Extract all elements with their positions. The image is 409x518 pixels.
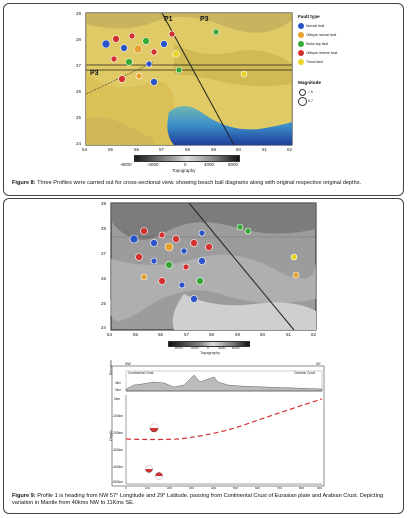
lat-tick: 28 (76, 37, 82, 42)
lon-tick: 56 (134, 147, 140, 152)
figure-8-caption (12, 180, 398, 187)
depth-tick: -100km (112, 414, 123, 418)
x-tick: 600 (255, 486, 261, 490)
lon-tick: 55 (108, 147, 114, 152)
x-tick: 300 (189, 486, 195, 490)
colorbar-label: Topography (172, 168, 196, 173)
legend-label-oblique-normal: Oblique normal fault (306, 33, 337, 37)
oceanic-crust-label: Oceanic Crust (294, 371, 315, 375)
fault-legend (296, 14, 344, 114)
lon-tick: 55 (133, 332, 139, 337)
legend-label-strike-slip: Strike slip fault (306, 42, 329, 46)
figure-9-panel (3, 198, 404, 514)
legend-swatch-strike-slip (298, 41, 304, 47)
x-tick: 700 (277, 486, 283, 490)
figure-8-caption-label: Figure 8: (12, 180, 36, 186)
lon-tick: 58 (185, 147, 191, 152)
colorbar-tick: -4000 (190, 346, 199, 350)
legend-swatch-oblique-reverse (298, 50, 304, 56)
magnitude-legend-title: Magnitude (298, 80, 321, 85)
colorbar-tick: 0 (207, 346, 209, 350)
lat-tick: 27 (101, 251, 107, 256)
lat-tick: 25 (76, 115, 82, 120)
mag-label-small: < 5 (308, 90, 313, 94)
x-tick: 900 (317, 486, 323, 490)
lon-tick: 57 (159, 147, 165, 152)
lon-tick: 54 (82, 147, 88, 152)
figure-9-caption (12, 493, 398, 507)
elevation-label: Elevation (109, 360, 113, 375)
lat-tick: 26 (76, 89, 82, 94)
figure-9-caption-text: Profile 1 is heading from NW 57° Longitude and 29° Latitude. passing from Continental Crust of Eurasian plate and Arabian Crust. Depicting variation in Mantle from 40kms NW to 11Kms SE. (12, 493, 384, 506)
colorbar-tick: 8000 (232, 346, 240, 350)
lon-tick: 56 (158, 332, 164, 337)
legend-label-normal: Normal fault (306, 24, 325, 28)
figure-8-panel (3, 3, 404, 196)
colorbar-tick: -8000 (174, 346, 183, 350)
x-tick: 200 (167, 486, 173, 490)
x-tick: 0 (125, 486, 127, 490)
colorbar-label: Topography (200, 351, 220, 355)
elev-tick: 0km (115, 388, 122, 392)
colorbar-tick: -8000 (120, 162, 132, 167)
x-tick: 100 (145, 486, 151, 490)
lon-tick: 59 (211, 147, 217, 152)
lat-tick: 29 (101, 201, 107, 206)
legend-swatch-oblique-normal (298, 32, 304, 38)
figure-9-map (4, 199, 405, 515)
depth-tick: -400km (112, 465, 123, 469)
lon-tick: 60 (236, 147, 242, 152)
lat-tick: 29 (76, 11, 82, 16)
colorbar-tick: 4000 (218, 346, 226, 350)
lat-tick: 26 (101, 276, 107, 281)
colorbar-tick: 0 (184, 162, 187, 167)
figure-9-caption-label: Figure 9: (12, 493, 36, 499)
lon-tick: 54 (107, 332, 113, 337)
colorbar-tick: -4000 (147, 162, 159, 167)
lon-tick: 62 (287, 147, 293, 152)
lat-tick: 28 (101, 226, 107, 231)
legend-label-oblique-reverse: Oblique reverse fault (306, 51, 338, 55)
lat-tick: 25 (101, 301, 107, 306)
depth-tick: -200km (112, 431, 123, 435)
legend-swatch-thrust (298, 59, 304, 65)
figure-8-caption-text: Three Profiles were carried out for cross-sectional view. showing beach ball diagrams along with original respective original depths. (37, 180, 362, 186)
legend-swatch-normal (298, 23, 304, 29)
lon-tick: 62 (311, 332, 317, 337)
lon-tick: 61 (262, 147, 268, 152)
legend-label-thrust: Thrust fault (306, 60, 323, 64)
profile-label-p3-top: P3 (200, 16, 209, 23)
fault-legend-title: Fault type (298, 14, 320, 19)
lon-tick: 58 (209, 332, 215, 337)
lat-tick: 27 (76, 63, 82, 68)
x-tick: 800 (299, 486, 305, 490)
lon-tick: 57 (184, 332, 190, 337)
colorbar (134, 155, 240, 162)
lon-tick: 61 (286, 332, 292, 337)
lat-tick: 24 (76, 141, 82, 146)
x-tick: 400 (211, 486, 217, 490)
profile-se-label: SE (316, 362, 321, 366)
mag-swatch-small (299, 89, 306, 96)
profile-nw-label: NW (125, 362, 131, 366)
depth-tick: 0km (114, 397, 121, 401)
colorbar-tick: 8000 (228, 162, 239, 167)
depth-tick: -300km (112, 448, 123, 452)
colorbar-tick: 4000 (204, 162, 215, 167)
profile-label-p3-left: P3 (90, 70, 99, 77)
depth-tick: -500km (112, 480, 123, 484)
depth-label: Depth (108, 430, 113, 441)
lat-tick: 24 (101, 325, 107, 330)
continental-crust-label: Continental Crust (128, 371, 154, 375)
mag-swatch-large (298, 97, 307, 106)
lon-tick: 60 (260, 332, 266, 337)
profile-label-p1: P1 (164, 16, 173, 23)
x-tick: 500 (233, 486, 239, 490)
elev-tick: 3km (115, 381, 122, 385)
lon-tick: 59 (235, 332, 241, 337)
mag-label-large: 5-7 (308, 99, 313, 103)
figure-8-map (4, 4, 405, 197)
